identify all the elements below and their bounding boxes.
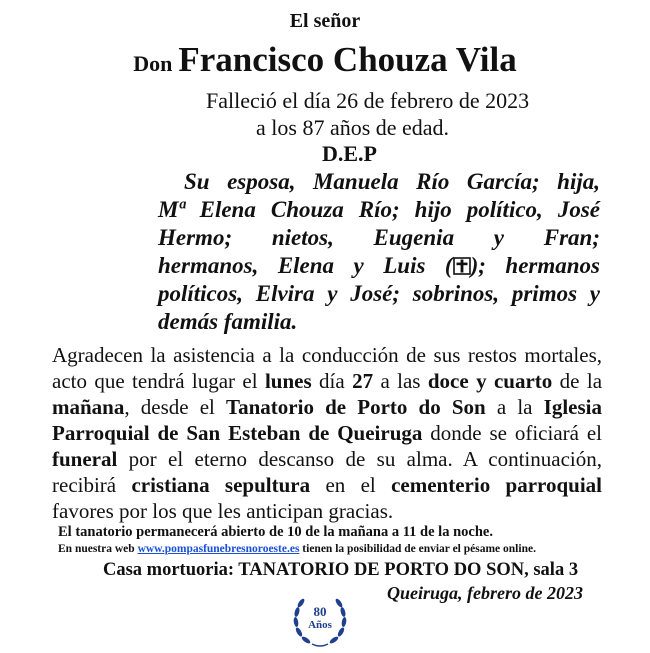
church-name: Parroquial de San Esteban de Queiruga (52, 421, 423, 445)
day-number: 27 (352, 369, 374, 393)
family-line-3: Hermo; nietos, Eugenia y Fran; (158, 225, 600, 250)
body-line-4 (52, 420, 602, 446)
family-line-1: Su esposa, Manuela Río García; hija, (184, 169, 600, 194)
body-text: , desde el (124, 395, 227, 419)
burial-text: cristiana sepultura (131, 473, 311, 497)
cross-icon (453, 254, 471, 272)
web-note-suffix: tienen la posibilidad de enviar el pésame online. (299, 543, 536, 555)
family-line-4 (158, 252, 600, 280)
deceased-name: Francisco Chouza Vila (178, 40, 517, 79)
casa-mortuoria: Casa mortuoria: TANATORIO DE PORTO DO SON, sala 3 (103, 560, 579, 580)
body-text: día (311, 369, 353, 393)
body-line-5 (52, 446, 602, 472)
honorific: Don (133, 51, 173, 76)
body-text: recibirá (52, 473, 132, 497)
anniversary-logo (290, 594, 350, 648)
family-line-4a: hermanos, Elena y Luis ( (158, 253, 453, 278)
logo-word: Años (308, 619, 332, 631)
title-prefix: El señor (289, 10, 361, 32)
church-text: Iglesia (543, 395, 602, 419)
family-line-2: Mª Elena Chouza Río; hijo político, José (158, 197, 600, 222)
tanatorio-name: Tanatorio de Porto do Son (226, 395, 486, 419)
web-note-prefix: En nuestra web (58, 543, 138, 555)
body-text: donde se oficiará el (422, 421, 602, 445)
body-text: a la (485, 395, 544, 419)
body-text: en el (310, 473, 392, 497)
body-line-1: Agradecen la asistencia a la conducción de sus restos mortales, (52, 343, 602, 367)
dep-label: D.E.P (322, 141, 377, 166)
logo-number: 80 (313, 604, 327, 619)
period-text: mañana (52, 395, 125, 419)
tanatorio-hours: El tanatorio permanecerá abierto de 10 de la mañana a 11 de la noche. (58, 524, 493, 540)
family-line-5: políticos, Elvira y José; sobrinos, primos y (158, 281, 600, 306)
body-line-3 (52, 394, 602, 420)
death-date-line: Falleció el día 26 de febrero de 2023 (206, 88, 530, 113)
body-text: por el eterno descanso de su alma. A continuación, (117, 447, 602, 471)
body-line-7: favores por los que les anticipan gracias. (52, 499, 394, 523)
website-link[interactable]: www.pompasfunebresnoroeste.es (137, 543, 300, 555)
family-line-6: demás familia. (158, 309, 298, 334)
place-date: Queiruga, febrero de 2023 (387, 583, 583, 603)
cemetery-text: cementerio parroquial (391, 473, 602, 497)
body-text: de la (552, 369, 603, 393)
body-line-2 (52, 368, 602, 394)
web-note (58, 543, 536, 555)
body-line-6 (52, 472, 602, 498)
body-text: a las (373, 369, 428, 393)
body-text: acto que tendrá lugar el (52, 369, 265, 393)
family-line-4b: ); hermanos (470, 253, 600, 278)
day-name: lunes (264, 369, 312, 393)
funeral-text: funeral (52, 447, 118, 471)
time-text: doce y cuarto (427, 369, 553, 393)
deceased-name-line (0, 40, 650, 80)
age-line: a los 87 años de edad. (256, 115, 450, 140)
